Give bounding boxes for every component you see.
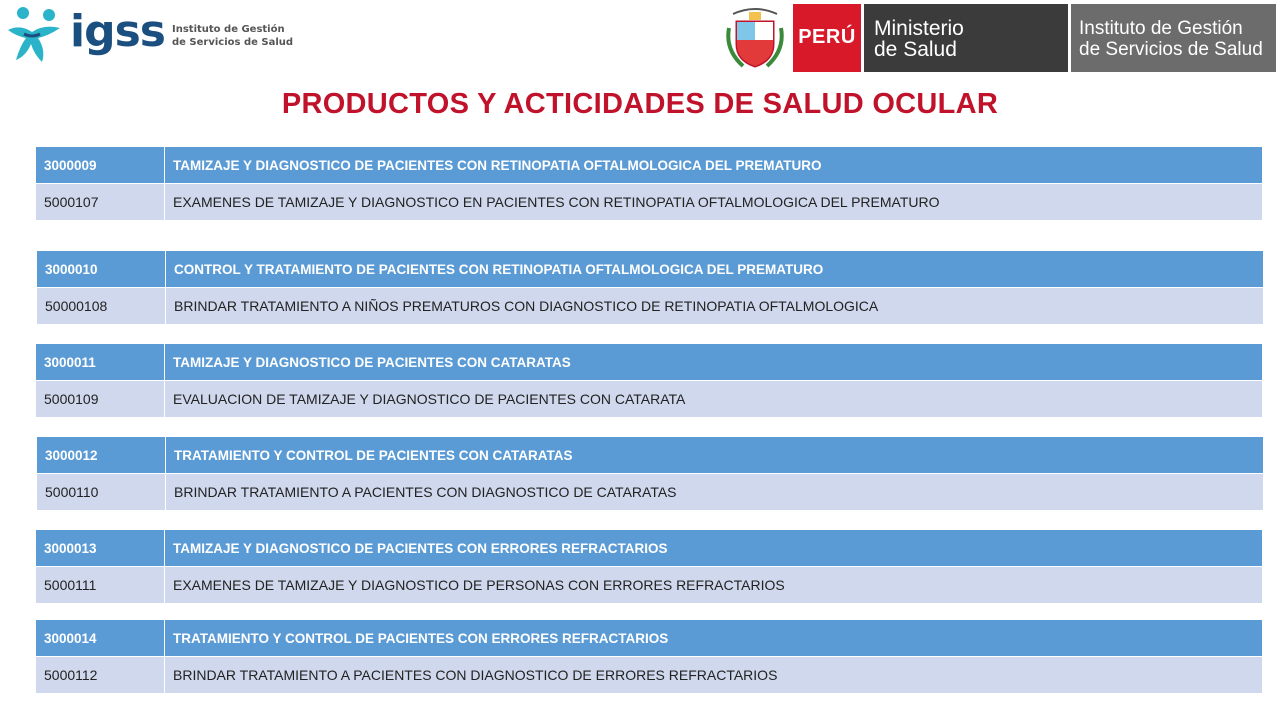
activity-row	[36, 184, 1263, 221]
activity-code: 5000112	[36, 657, 165, 694]
product-table	[36, 436, 1264, 511]
product-code: 3000009	[36, 147, 165, 184]
product-name: TAMIZAJE Y DIAGNOSTICO DE PACIENTES CON ERRORES REFRACTARIOS	[165, 530, 1263, 567]
activity-name: EVALUACION DE TAMIZAJE Y DIAGNOSTICO DE PACIENTES CON CATARATA	[165, 381, 1263, 418]
peru-badge	[793, 4, 861, 72]
product-row	[36, 620, 1263, 657]
activity-code: 5000107	[36, 184, 165, 221]
peru-coat-of-arms-icon	[723, 4, 787, 72]
product-name: CONTROL Y TRATAMIENTO DE PACIENTES CON RETINOPATIA OFTALMOLOGICA DEL PREMATURO	[166, 251, 1264, 288]
product-name: TAMIZAJE Y DIAGNOSTICO DE PACIENTES CON CATARATAS	[165, 344, 1263, 381]
product-row	[36, 344, 1263, 381]
ministry-badge	[864, 4, 1068, 72]
institute-line1: Instituto de Gestión	[1079, 18, 1243, 39]
institute-badge	[1071, 4, 1276, 72]
product-table	[35, 146, 1263, 221]
product-table	[35, 343, 1263, 418]
igss-people-icon	[4, 4, 66, 64]
activity-code: 5000109	[36, 381, 165, 418]
product-name: TRATAMIENTO Y CONTROL DE PACIENTES CON ERRORES REFRACTARIOS	[165, 620, 1263, 657]
product-name: TAMIZAJE Y DIAGNOSTICO DE PACIENTES CON RETINOPATIA OFTALMOLOGICA DEL PREMATURO	[165, 147, 1263, 184]
activity-name: BRINDAR TRATAMIENTO A NIÑOS PREMATUROS CON DIAGNOSTICO DE RETINOPATIA OFTALMOLOGICA	[166, 288, 1264, 325]
activity-name: BRINDAR TRATAMIENTO A PACIENTES CON DIAGNOSTICO DE ERRORES REFRACTARIOS	[165, 657, 1263, 694]
product-table	[35, 619, 1263, 694]
ministry-line2: de Salud	[874, 38, 957, 61]
activity-name: EXAMENES DE TAMIZAJE Y DIAGNOSTICO EN PACIENTES CON RETINOPATIA OFTALMOLOGICA DEL PREMATURO	[165, 184, 1263, 221]
activity-name: EXAMENES DE TAMIZAJE Y DIAGNOSTICO DE PERSONAS CON ERRORES REFRACTARIOS	[165, 567, 1263, 604]
product-table	[35, 529, 1263, 604]
activity-code: 50000108	[37, 288, 166, 325]
igss-wordmark: igss	[70, 6, 165, 57]
activity-row	[37, 474, 1264, 511]
igss-subtitle	[172, 23, 302, 49]
activity-code: 5000110	[37, 474, 166, 511]
product-code: 3000011	[36, 344, 165, 381]
activity-row	[36, 381, 1263, 418]
product-row	[36, 147, 1263, 184]
product-row	[37, 251, 1264, 288]
institute-line2: de Servicios de Salud	[1079, 39, 1263, 60]
activity-code: 5000111	[36, 567, 165, 604]
product-code: 3000013	[36, 530, 165, 567]
igss-subtitle-line2: de Servicios de Salud	[172, 37, 294, 48]
activity-row	[36, 657, 1263, 694]
igss-logo	[4, 2, 294, 64]
product-code: 3000010	[37, 251, 166, 288]
activity-name: BRINDAR TRATAMIENTO A PACIENTES CON DIAGNOSTICO DE CATARATAS	[166, 474, 1264, 511]
page-title: PRODUCTOS Y ACTICIDADES DE SALUD OCULAR	[281, 88, 999, 120]
product-row	[37, 437, 1264, 474]
ministry-line1: Ministerio	[874, 17, 964, 40]
product-name: TRATAMIENTO Y CONTROL DE PACIENTES CON CATARATAS	[166, 437, 1264, 474]
activity-row	[36, 567, 1263, 604]
product-table	[36, 250, 1264, 325]
product-code: 3000012	[37, 437, 166, 474]
product-row	[36, 530, 1263, 567]
product-code: 3000014	[36, 620, 165, 657]
activity-row	[37, 288, 1264, 325]
igss-subtitle-line1: Instituto de Gestión	[172, 24, 285, 35]
peru-label: PERÚ	[798, 26, 856, 48]
